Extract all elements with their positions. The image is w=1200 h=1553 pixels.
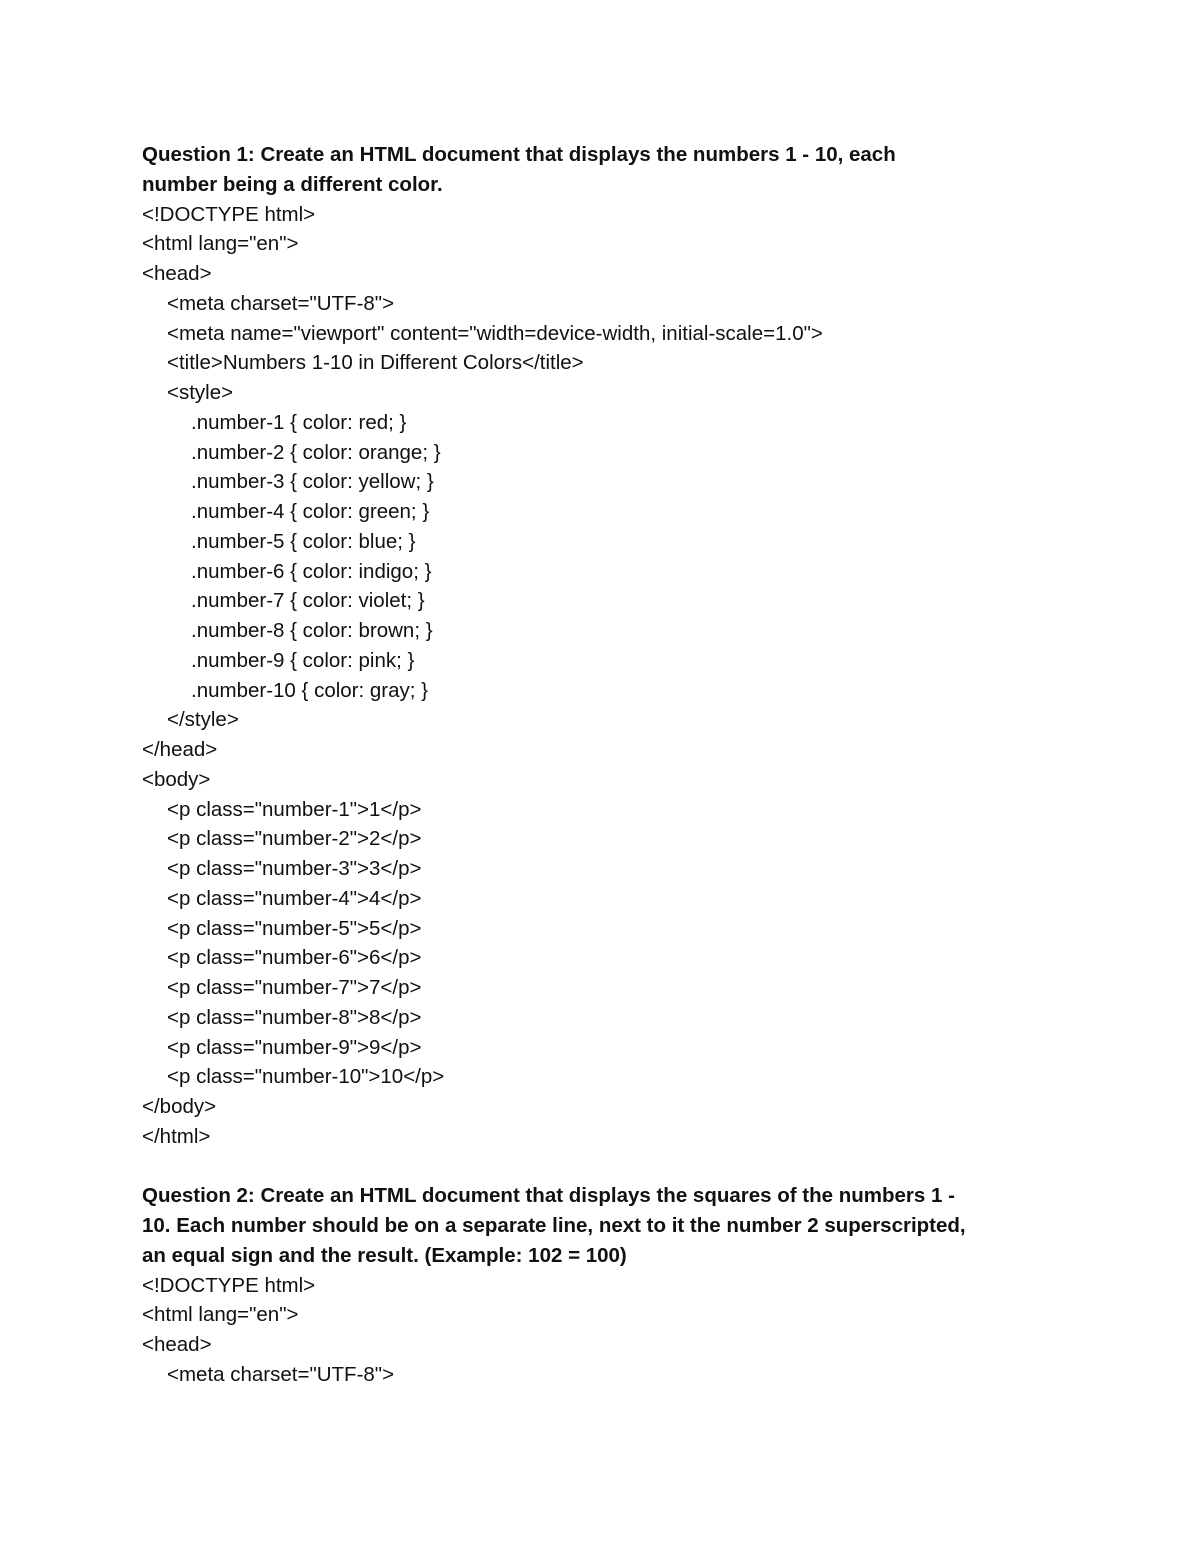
code-line: <p class="number-4">4</p> — [167, 886, 422, 910]
code-line: .number-3 { color: yellow; } — [191, 470, 434, 494]
code-line: <body> — [142, 767, 211, 791]
code-line: <style> — [167, 381, 234, 404]
code-line: <head> — [142, 1333, 212, 1356]
code-line: </style> — [167, 708, 239, 732]
code-line: <p class="number-9">9</p> — [167, 1035, 422, 1059]
code-line: <p class="number-7">7</p> — [167, 976, 422, 999]
code-line: <html lang="en"> — [142, 1303, 299, 1327]
code-line: .number-6 { color: indigo; } — [191, 559, 432, 583]
code-line: <p class="number-5">5</p> — [167, 916, 422, 940]
code-line: <meta name="viewport" content="width=device-width, initial-scale=1.0"> — [167, 321, 823, 345]
code-line: <p class="number-2">2</p> — [167, 827, 422, 851]
code-line: <title>Numbers 1-10 in Different Colors</title> — [167, 351, 584, 375]
code-line: .number-10 { color: gray; } — [191, 678, 429, 702]
code-line: <p class="number-1">1</p> — [167, 797, 422, 821]
code-line: <p class="number-10">10</p> — [167, 1065, 445, 1089]
code-line: </body> — [142, 1095, 217, 1118]
code-line: <html lang="en"> — [142, 232, 299, 256]
code-line: .number-7 { color: violet; } — [191, 589, 425, 613]
code-line: .number-9 { color: pink; } — [191, 648, 415, 672]
code-line: .number-1 { color: red; } — [191, 410, 407, 434]
code-line: <meta charset="UTF-8"> — [167, 291, 395, 315]
code-line: .number-2 { color: orange; } — [191, 440, 441, 464]
question-heading: number being a different color. — [142, 172, 443, 196]
question-heading: 10. Each number should be on a separate line, next to it the number 2 superscripted, — [142, 1214, 966, 1237]
code-line: </html> — [142, 1124, 211, 1148]
question-heading: an equal sign and the result. (Example: 102 = 100) — [142, 1243, 627, 1267]
code-line: <!DOCTYPE html> — [142, 1273, 316, 1297]
code-line: <head> — [142, 262, 212, 285]
code-line: .number-8 { color: brown; } — [191, 619, 433, 642]
blank-line — [142, 1152, 1062, 1182]
question-heading: Question 2: Create an HTML document that displays the squares of the numbers 1 - — [142, 1184, 955, 1208]
code-line: <!DOCTYPE html> — [142, 202, 316, 226]
question-heading: Question 1: Create an HTML document that displays the numbers 1 - 10, each — [142, 143, 896, 166]
code-line: </head> — [142, 738, 218, 761]
code-line: <meta charset="UTF-8"> — [167, 1362, 395, 1386]
document-page — [142, 140, 1062, 1390]
code-line: <p class="number-8">8</p> — [167, 1005, 422, 1029]
code-line: .number-5 { color: blue; } — [191, 529, 416, 553]
code-line: <p class="number-6">6</p> — [167, 946, 422, 970]
code-line: .number-4 { color: green; } — [191, 500, 430, 523]
code-line: <p class="number-3">3</p> — [167, 857, 422, 880]
